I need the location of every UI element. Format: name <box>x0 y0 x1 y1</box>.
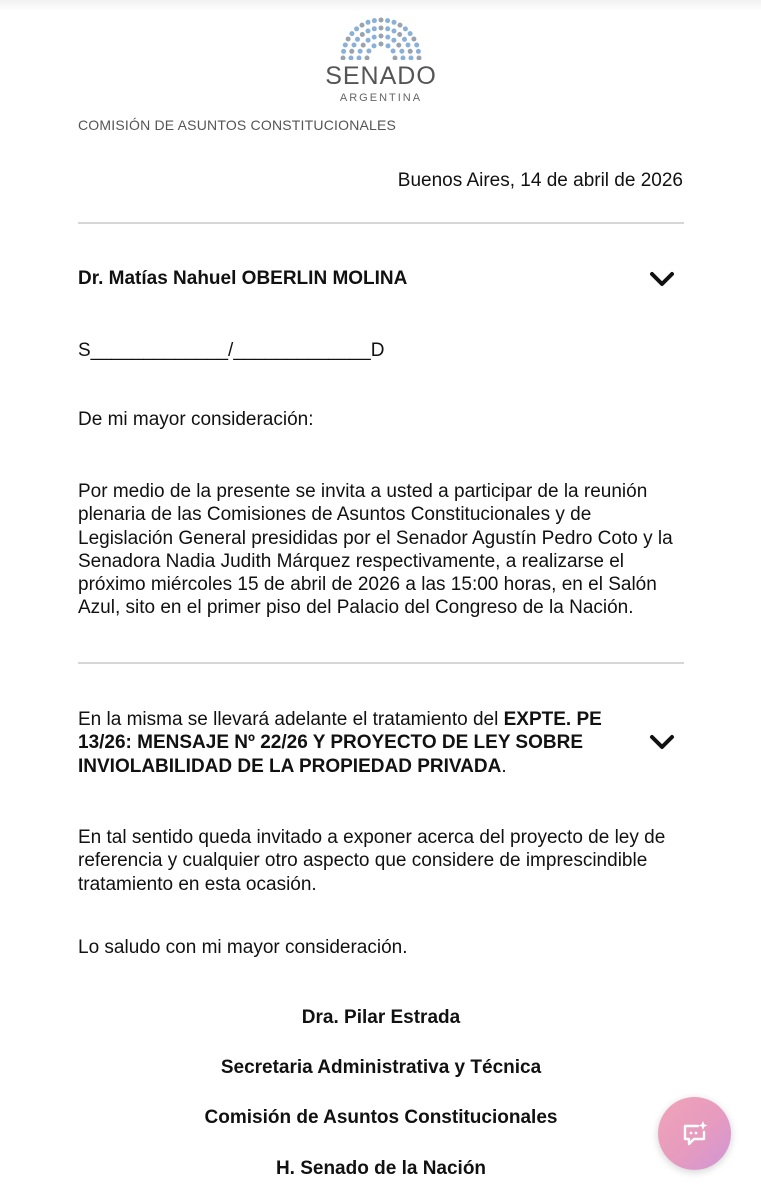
divider <box>78 222 684 224</box>
logo-wordmark: SENADO <box>325 62 437 90</box>
committee-header: COMISIÓN DE ASUNTOS CONSTITUCIONALES <box>78 117 397 133</box>
body-2-prefix: En la misma se llevará adelante el tratamiento del <box>78 709 504 730</box>
expand-recipient-button[interactable] <box>648 269 676 289</box>
assistant-chat-button[interactable] <box>658 1097 731 1170</box>
expand-expediente-button[interactable] <box>648 732 676 752</box>
chevron-down-icon <box>648 269 676 289</box>
body-paragraph-3: En tal sentido queda invitado a exponer acerca del proyecto de ley de referencia y cualquier otro aspecto que considere de imprescindible tratamiento en esta ocasión. <box>78 827 666 895</box>
body-paragraph-2 <box>78 708 638 778</box>
body-paragraph-1: Por medio de la presente se invita a usted a participar de la reunión plenaria de las Comisiones de Asuntos Constitucionales y de Legislación General presididas por el Senador Agustín Pedro Coto y la Senadora Nadia Judith Márquez respectivamente, a realizarse el próximo miércoles 15 de abril de 2026 a las 15:00 horas, en el Salón Azul, sito en el primer piso del Palacio del Congreso de la Nación. <box>78 481 673 619</box>
chevron-down-icon <box>648 732 676 752</box>
signer-name: Dra. Pilar Estrada <box>301 1007 461 1028</box>
senado-logo <box>318 12 444 104</box>
sd-line: S_____________/_____________D <box>78 340 385 361</box>
top-shadow <box>0 0 761 12</box>
body-2-suffix: . <box>501 755 507 777</box>
closing-line: Lo saludo con mi mayor consideración. <box>78 937 408 958</box>
signer-institution: H. Senado de la Nación <box>275 1158 487 1179</box>
signer-committee: Comisión de Asuntos Constitucionales <box>204 1107 558 1128</box>
recipient-name: Dr. Matías Nahuel OBERLIN MOLINA <box>78 268 408 289</box>
expediente-reference: EXPTE. PE 13/26: MENSAJE Nº 22/26 Y PROYECTO DE LEY SOBRE INVIOLABILIDAD DE LA PROPIEDAD PRIVADA <box>78 709 602 777</box>
divider <box>78 662 684 664</box>
greeting: De mi mayor consideración: <box>78 409 314 430</box>
logo-subtitle: ARGENTINA <box>339 92 423 104</box>
chat-sparkle-icon <box>680 1119 710 1149</box>
letter-date: Buenos Aires, 14 de abril de 2026 <box>397 170 683 191</box>
signer-title: Secretaria Administrativa y Técnica <box>220 1057 542 1078</box>
senado-emblem-icon <box>336 12 426 60</box>
